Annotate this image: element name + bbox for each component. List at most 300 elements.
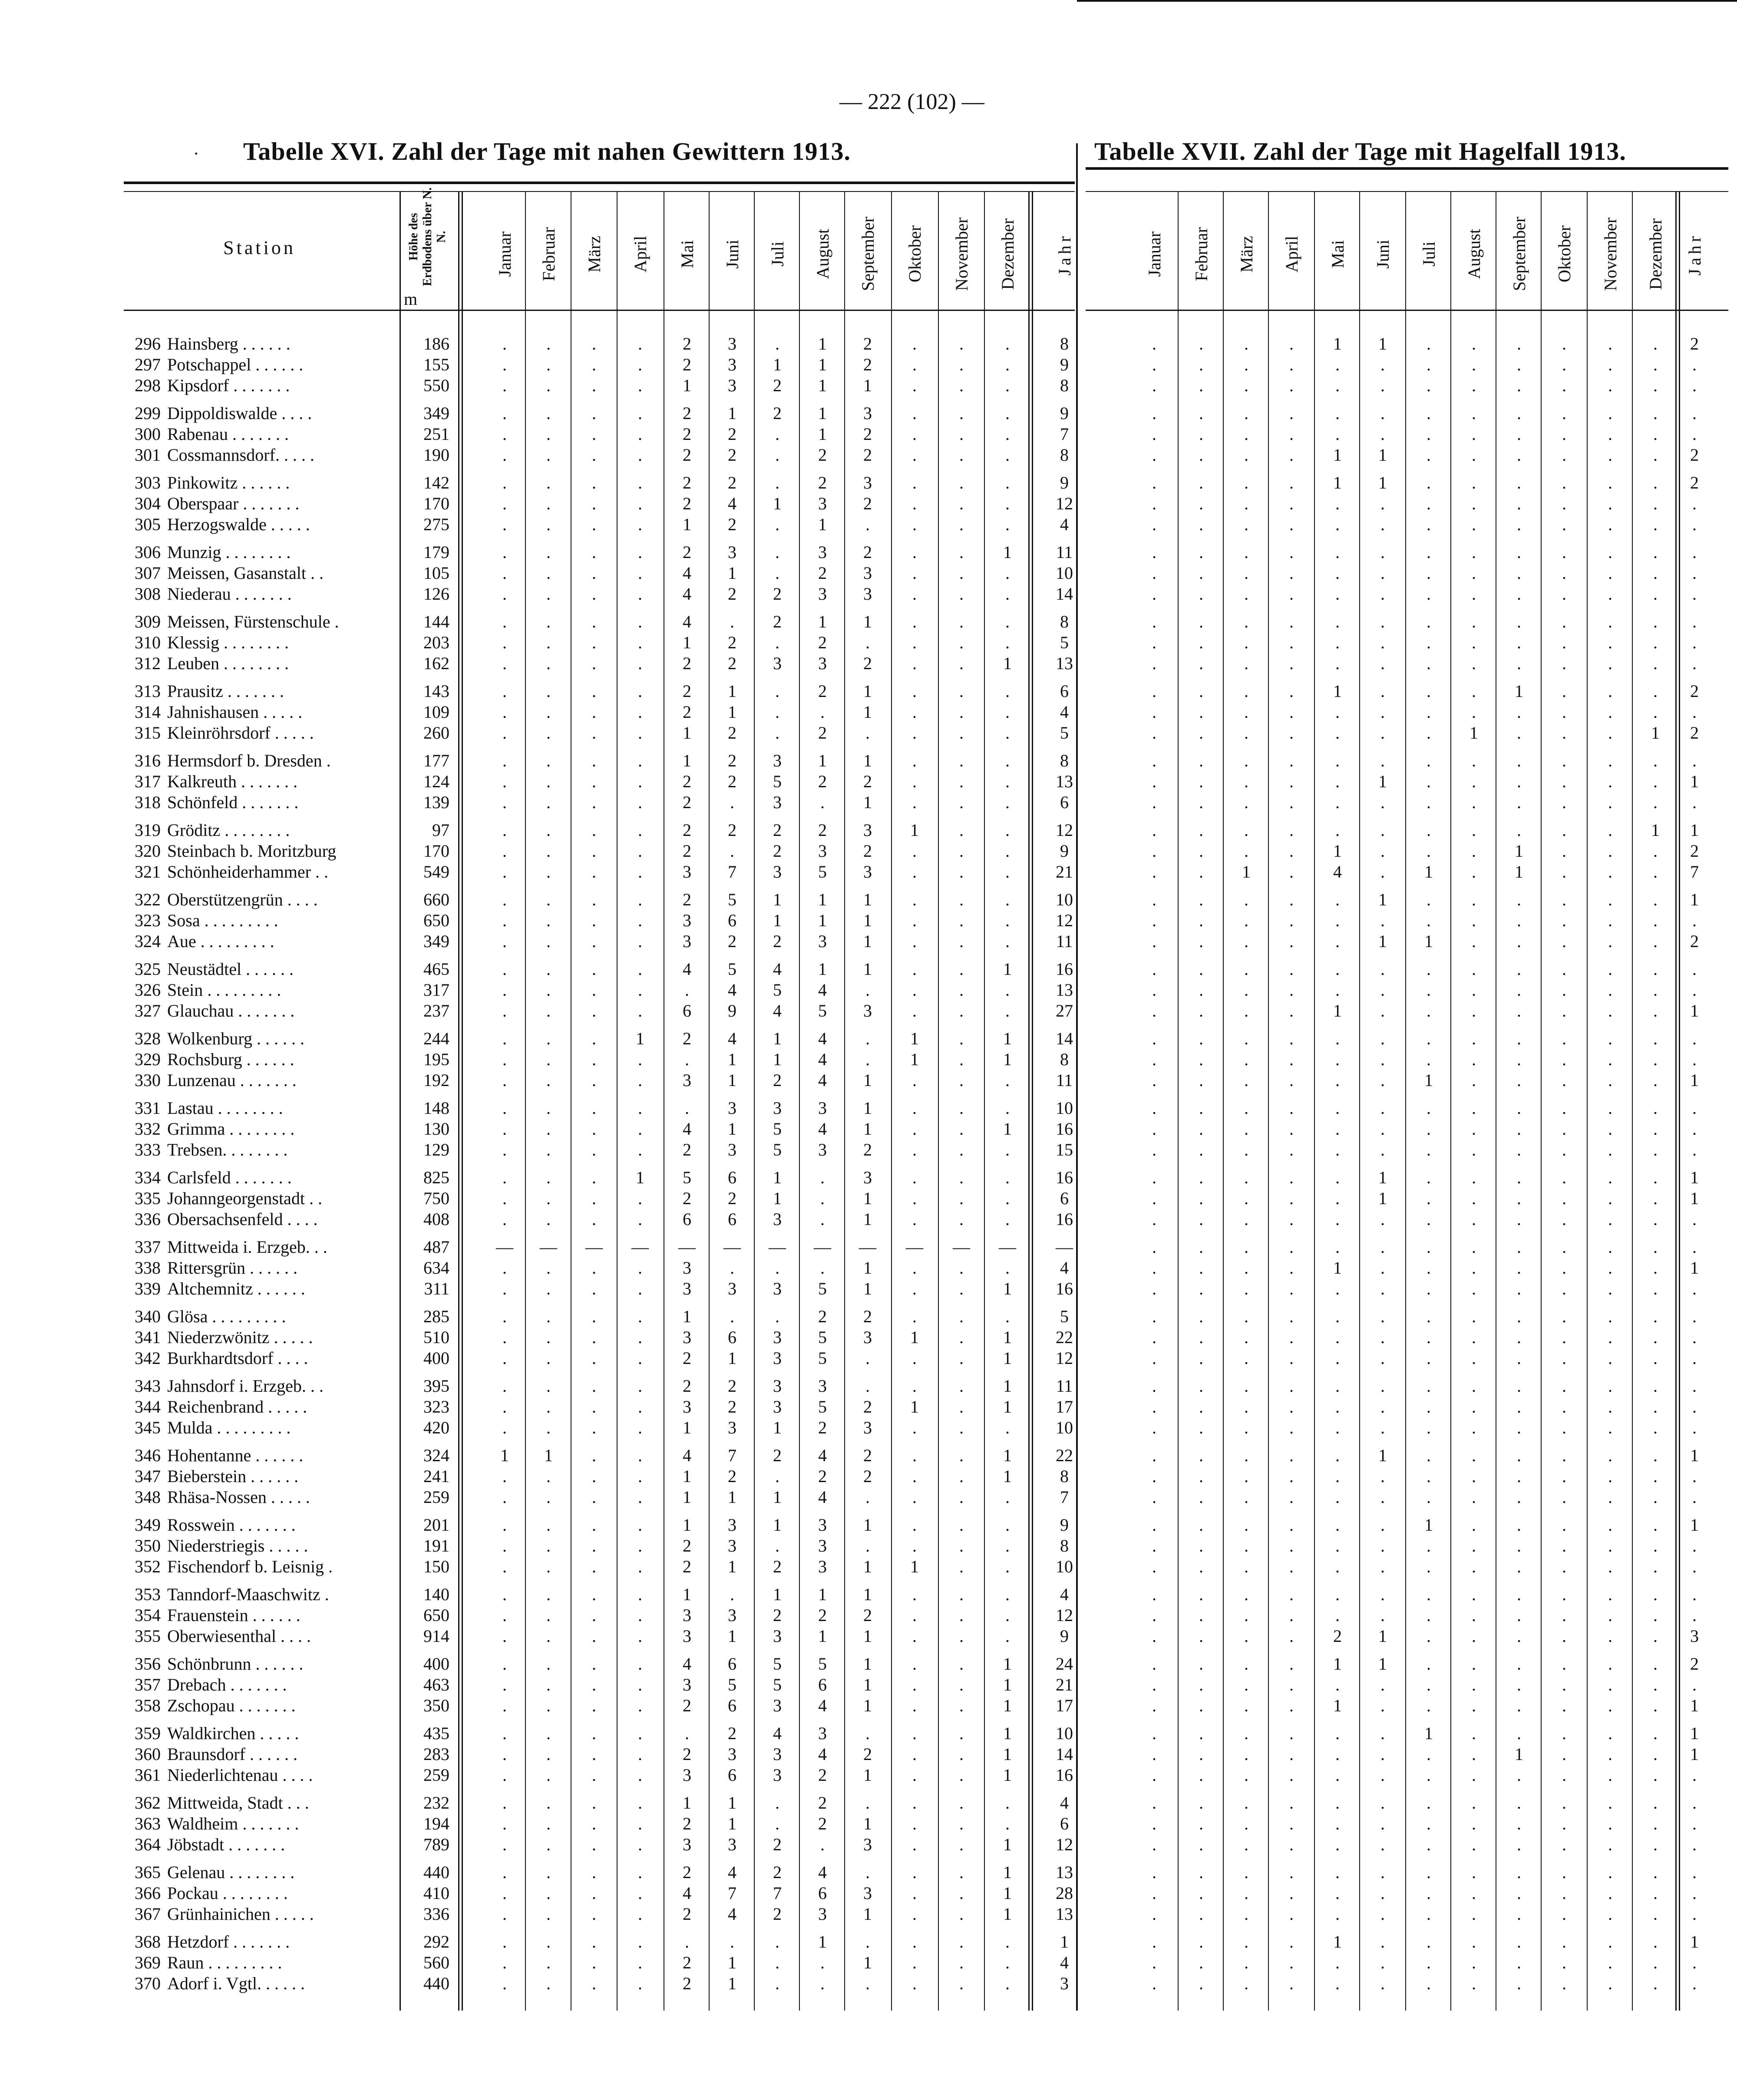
hagel-header-juli: Juli xyxy=(1419,241,1439,267)
hagel-value: . xyxy=(1199,633,1203,652)
gewitter-header-oktober: Oktober xyxy=(905,225,925,283)
gewitter-value: 3 xyxy=(863,820,872,840)
gewitter-value: 1 xyxy=(818,424,827,444)
gewitter-value: . xyxy=(638,1744,642,1764)
hagel-value: . xyxy=(1562,584,1566,604)
gewitter-value: . xyxy=(912,1793,917,1813)
gewitter-value: 1 xyxy=(728,563,736,583)
hagel-value: . xyxy=(1562,1237,1566,1257)
gewitter-value: 1 xyxy=(1003,1765,1012,1785)
hagel-year-total: . xyxy=(1692,1835,1697,1854)
gewitter-value: . xyxy=(638,1974,642,1993)
station-number: 340 xyxy=(135,1307,161,1326)
hagel-value: . xyxy=(1335,1327,1340,1347)
gewitter-value: . xyxy=(1005,702,1010,722)
hagel-value: . xyxy=(1289,1744,1294,1764)
hagel-value: . xyxy=(1608,1029,1612,1048)
hagel-value: . xyxy=(1380,542,1385,562)
hagel-value: . xyxy=(1653,1446,1658,1465)
gewitter-value: 3 xyxy=(863,862,872,882)
hagel-value: . xyxy=(1653,1904,1658,1924)
gewitter-value: . xyxy=(959,1835,964,1854)
hagel-value: . xyxy=(1289,1258,1294,1278)
hagel-year-total: . xyxy=(1692,376,1697,395)
hagel-value: . xyxy=(1653,376,1658,395)
hagel-value: . xyxy=(1380,563,1385,583)
station-number: 337 xyxy=(135,1237,161,1257)
station-number: 369 xyxy=(135,1953,161,1972)
gewitter-value: . xyxy=(546,584,551,604)
gewitter-value: . xyxy=(502,1605,507,1625)
gewitter-value: . xyxy=(546,1258,551,1278)
station-number: 313 xyxy=(135,681,161,701)
hagel-value: . xyxy=(1289,1793,1294,1813)
hagel-year-total: 2 xyxy=(1690,473,1699,492)
gewitter-value: 5 xyxy=(818,1327,827,1347)
table-row xyxy=(0,702,1737,723)
station-number: 304 xyxy=(135,494,161,513)
gewitter-value: . xyxy=(685,1724,689,1743)
table-row xyxy=(0,1070,1737,1091)
gewitter-value: . xyxy=(502,792,507,812)
hagel-value: . xyxy=(1472,473,1476,492)
hagel-year-total: . xyxy=(1692,1953,1697,1972)
hagel-value: . xyxy=(1244,1327,1248,1347)
station-name: Reichenbrand . . . . . xyxy=(167,1397,307,1417)
gewitter-value: 2 xyxy=(683,841,691,861)
hagel-value: . xyxy=(1517,1098,1521,1118)
gewitter-value: . xyxy=(502,633,507,652)
gewitter-value: 5 xyxy=(818,1348,827,1368)
gewitter-value: . xyxy=(912,1307,917,1326)
gewitter-value: 4 xyxy=(818,1446,827,1465)
hagel-value: . xyxy=(1199,1814,1203,1833)
table-row xyxy=(0,1695,1737,1716)
hagel-value: . xyxy=(1244,1675,1248,1694)
table-row xyxy=(0,1028,1737,1049)
hagel-value: . xyxy=(1562,1696,1566,1715)
hagel-value: . xyxy=(1517,563,1521,583)
gewitter-value: 7 xyxy=(728,862,736,882)
gewitter-value: . xyxy=(546,1675,551,1694)
gewitter-value: 2 xyxy=(683,1974,691,1993)
hagel-value: . xyxy=(1244,1001,1248,1020)
hagel-value: . xyxy=(1427,1904,1431,1924)
station-name: Glauchau . . . . . . . xyxy=(167,1001,295,1020)
hagel-value: . xyxy=(1244,1814,1248,1833)
hagel-value: . xyxy=(1427,1029,1431,1048)
hagel-value: . xyxy=(1335,1029,1340,1048)
hagel-value: . xyxy=(1199,1189,1203,1208)
hagel-value: 1 xyxy=(1424,1515,1433,1535)
station-number: 322 xyxy=(135,890,161,909)
hagel-value: . xyxy=(1608,563,1612,583)
gewitter-value: . xyxy=(502,1675,507,1694)
hagel-value: . xyxy=(1562,820,1566,840)
gewitter-year-total: 5 xyxy=(1060,723,1069,743)
gewitter-value: . xyxy=(592,1724,596,1743)
hagel-value: . xyxy=(1289,1605,1294,1625)
hagel-year-total: . xyxy=(1692,403,1697,423)
hagel-value: . xyxy=(1562,376,1566,395)
gewitter-value: . xyxy=(959,980,964,1000)
hagel-year-total: . xyxy=(1692,702,1697,722)
hagel-value: . xyxy=(1472,403,1476,423)
gewitter-value: . xyxy=(546,820,551,840)
gewitter-value: . xyxy=(638,1050,642,1069)
gewitter-value: 2 xyxy=(683,1744,691,1764)
gewitter-value: . xyxy=(502,1140,507,1159)
gewitter-value: . xyxy=(638,1814,642,1833)
gewitter-value: 1 xyxy=(773,355,782,374)
table-row xyxy=(0,1306,1737,1327)
hagel-value: . xyxy=(1244,1029,1248,1048)
gewitter-value: 1 xyxy=(683,1418,691,1437)
hagel-year-total: . xyxy=(1692,1119,1697,1139)
hagel-value: . xyxy=(1472,1168,1476,1187)
hagel-value: . xyxy=(1427,1307,1431,1326)
hagel-value: . xyxy=(1244,654,1248,673)
hagel-value: . xyxy=(1199,584,1203,604)
hagel-value: . xyxy=(1380,751,1385,770)
station-name: Wolkenburg . . . . . . xyxy=(167,1029,305,1048)
hagel-value: . xyxy=(1472,612,1476,631)
gewitter-value: 4 xyxy=(818,1862,827,1882)
gewitter-value: . xyxy=(912,1001,917,1020)
hagel-value: . xyxy=(1289,792,1294,812)
gewitter-value: 1 xyxy=(910,1397,919,1417)
station-number: 333 xyxy=(135,1140,161,1159)
gewitter-value: 5 xyxy=(818,1001,827,1020)
gewitter-value: . xyxy=(865,1932,870,1951)
gewitter-value: . xyxy=(1005,1098,1010,1118)
gewitter-value: 1 xyxy=(1003,1446,1012,1465)
hagel-value: . xyxy=(1653,911,1658,930)
gewitter-value: . xyxy=(959,1209,964,1229)
gewitter-value: 1 xyxy=(728,1348,736,1368)
gewitter-value: 1 xyxy=(863,792,872,812)
table-row xyxy=(0,820,1737,841)
gewitter-value: 4 xyxy=(683,1883,691,1903)
hagel-value: . xyxy=(1335,1744,1340,1764)
gewitter-value: 1 xyxy=(818,515,827,534)
gewitter-value: . xyxy=(685,980,689,1000)
hagel-value: . xyxy=(1562,1098,1566,1118)
hagel-value: . xyxy=(1472,1585,1476,1604)
gewitter-value: 1 xyxy=(773,1029,782,1048)
gewitter-value: 2 xyxy=(728,931,736,951)
gewitter-value: . xyxy=(638,1932,642,1951)
hagel-value: . xyxy=(1152,1279,1156,1298)
hagel-value: . xyxy=(1335,1765,1340,1785)
gewitter-value: . xyxy=(1005,355,1010,374)
hagel-year-total: 1 xyxy=(1690,1168,1699,1187)
hagel-value: . xyxy=(1152,931,1156,951)
hagel-value: . xyxy=(1380,1376,1385,1396)
hagel-value: . xyxy=(1289,1168,1294,1187)
gewitter-value: 2 xyxy=(773,1446,782,1465)
gewitter-value: 1 xyxy=(818,1626,827,1646)
gewitter-value: . xyxy=(638,1515,642,1535)
hagel-value: . xyxy=(1152,1258,1156,1278)
gewitter-value: . xyxy=(1005,1168,1010,1187)
gewitter-value: . xyxy=(546,931,551,951)
gewitter-value: . xyxy=(502,584,507,604)
hagel-value: . xyxy=(1517,1487,1521,1507)
gewitter-value: 1 xyxy=(773,1168,782,1187)
table-row xyxy=(0,1834,1737,1855)
gewitter-value: . xyxy=(820,1974,825,1993)
gewitter-value: 6 xyxy=(818,1883,827,1903)
hagel-value: . xyxy=(1562,1029,1566,1048)
station-name: Kalkreuth . . . . . . . xyxy=(167,772,297,791)
hagel-year-total: . xyxy=(1692,1307,1697,1326)
gewitter-value: 1 xyxy=(1003,1119,1012,1139)
gewitter-value: . xyxy=(502,1418,507,1437)
hagel-value: . xyxy=(1608,1189,1612,1208)
table-row xyxy=(0,1973,1737,1994)
table-row xyxy=(0,1515,1737,1535)
station-name: Schönfeld . . . . . . . xyxy=(167,792,299,812)
station-name: Aue . . . . . . . . . xyxy=(167,931,274,951)
hagel-value: . xyxy=(1289,584,1294,604)
gewitter-value: . xyxy=(912,1140,917,1159)
gewitter-value: 2 xyxy=(818,563,827,583)
hagel-value: . xyxy=(1472,1258,1476,1278)
gewitter-value: 1 xyxy=(1003,1050,1012,1069)
gewitter-value: . xyxy=(502,1307,507,1326)
hagel-value: . xyxy=(1199,376,1203,395)
gewitter-value: 2 xyxy=(863,424,872,444)
gewitter-value: . xyxy=(502,1487,507,1507)
gewitter-value: 3 xyxy=(818,542,827,562)
gewitter-value: . xyxy=(502,1814,507,1833)
table-row xyxy=(0,910,1737,931)
table-row xyxy=(0,375,1737,396)
hagel-value: . xyxy=(1427,792,1431,812)
hagel-value: . xyxy=(1653,1050,1658,1069)
hagel-value: . xyxy=(1517,355,1521,374)
hagel-value: . xyxy=(1380,654,1385,673)
gewitter-year-total: 6 xyxy=(1060,681,1069,701)
gewitter-value: . xyxy=(638,1098,642,1118)
gewitter-value: . xyxy=(546,1397,551,1417)
hagel-value: . xyxy=(1472,1029,1476,1048)
gewitter-year-total: 10 xyxy=(1056,1098,1073,1118)
gewitter-value: 1 xyxy=(863,1098,872,1118)
hagel-value: 1 xyxy=(1378,1189,1387,1208)
gewitter-value: . xyxy=(546,334,551,353)
hagel-value: . xyxy=(1562,1862,1566,1882)
hagel-year-total: . xyxy=(1692,911,1697,930)
hagel-value: . xyxy=(1244,1050,1248,1069)
hagel-value: . xyxy=(1472,1050,1476,1069)
hagel-value: . xyxy=(1472,980,1476,1000)
gewitter-value: . xyxy=(638,841,642,861)
hagel-value: . xyxy=(1289,1974,1294,1993)
hagel-value: . xyxy=(1152,1029,1156,1048)
gewitter-value: 2 xyxy=(728,723,736,743)
hagel-value: . xyxy=(1289,1348,1294,1368)
table-row xyxy=(0,1723,1737,1744)
gewitter-value: . xyxy=(1005,911,1010,930)
gewitter-value: . xyxy=(1005,1814,1010,1833)
gewitter-value: . xyxy=(730,1258,734,1278)
hagel-value: . xyxy=(1380,841,1385,861)
hagel-value: . xyxy=(1152,1953,1156,1972)
hagel-value: . xyxy=(1472,355,1476,374)
gewitter-value: . xyxy=(912,1098,917,1118)
gewitter-value: . xyxy=(546,841,551,861)
gewitter-header-juli: Juli xyxy=(767,241,787,267)
gewitter-value: . xyxy=(775,681,779,701)
hagel-value: . xyxy=(1608,1397,1612,1417)
hagel-value: . xyxy=(1517,654,1521,673)
gewitter-value: 4 xyxy=(818,1050,827,1069)
gewitter-value: . xyxy=(865,723,870,743)
gewitter-value: . xyxy=(912,1696,917,1715)
station-name: Hainsberg . . . . . . xyxy=(167,334,291,353)
gewitter-value: 1 xyxy=(1003,1696,1012,1715)
gewitter-value: . xyxy=(912,931,917,951)
hagel-value: . xyxy=(1472,1515,1476,1535)
gewitter-year-total: 11 xyxy=(1056,1070,1073,1090)
gewitter-value: . xyxy=(546,1557,551,1576)
gewitter-value: 3 xyxy=(863,473,872,492)
gewitter-value: . xyxy=(546,792,551,812)
station-altitude: 440 xyxy=(423,1974,449,1993)
gewitter-value: . xyxy=(592,1765,596,1785)
hagel-value: . xyxy=(1562,681,1566,701)
gewitter-value: . xyxy=(959,772,964,791)
hagel-value: . xyxy=(1608,1675,1612,1694)
gewitter-value: 3 xyxy=(683,862,691,882)
gewitter-value: . xyxy=(592,1862,596,1882)
hagel-value: . xyxy=(1380,702,1385,722)
gewitter-value: . xyxy=(546,1654,551,1674)
gewitter-value: . xyxy=(592,1626,596,1646)
hagel-year-total: 1 xyxy=(1690,1932,1699,1951)
hagel-value: . xyxy=(1244,633,1248,652)
hagel-year-total: . xyxy=(1692,1397,1697,1417)
gewitter-value: . xyxy=(1005,820,1010,840)
gewitter-value: . xyxy=(959,1376,964,1396)
gewitter-value: 3 xyxy=(728,1605,736,1625)
station-altitude: 825 xyxy=(423,1168,449,1187)
hagel-value: . xyxy=(1289,1397,1294,1417)
gewitter-value: . xyxy=(865,1348,870,1368)
gewitter-value: . xyxy=(638,473,642,492)
hagel-value: . xyxy=(1244,1883,1248,1903)
hagel-value: . xyxy=(1562,1626,1566,1646)
gewitter-value: 4 xyxy=(773,1724,782,1743)
hagel-value: . xyxy=(1335,1557,1340,1576)
gewitter-value: . xyxy=(502,1765,507,1785)
gewitter-value: . xyxy=(592,1140,596,1159)
gewitter-header-august: August xyxy=(812,229,832,279)
gewitter-value: . xyxy=(959,1098,964,1118)
gewitter-value: . xyxy=(1005,1209,1010,1229)
gewitter-value: 2 xyxy=(683,890,691,909)
gewitter-value: . xyxy=(502,1585,507,1604)
hagel-value: . xyxy=(1472,633,1476,652)
hagel-value: . xyxy=(1608,1883,1612,1903)
station-altitude: 311 xyxy=(424,1279,449,1298)
hagel-value: . xyxy=(1152,654,1156,673)
gewitter-value: . xyxy=(959,355,964,374)
hagel-value: . xyxy=(1427,445,1431,465)
gewitter-value: 3 xyxy=(773,1376,782,1396)
hagel-value: . xyxy=(1608,890,1612,909)
gewitter-value: . xyxy=(638,1557,642,1576)
gewitter-value: . xyxy=(912,1466,917,1486)
hagel-value: . xyxy=(1608,1209,1612,1229)
gewitter-year-total: 1 xyxy=(1060,1932,1069,1951)
hagel-value: . xyxy=(1244,1168,1248,1187)
hagel-value: . xyxy=(1335,1605,1340,1625)
gewitter-value: 2 xyxy=(728,1376,736,1396)
hagel-value: . xyxy=(1653,1279,1658,1298)
hagel-value: . xyxy=(1472,1307,1476,1326)
table-17-title: Tabelle XVII. Zahl der Tage mit Hagelfall 1913. xyxy=(1094,137,1626,165)
hagel-value: . xyxy=(1152,633,1156,652)
gewitter-year-total: 16 xyxy=(1056,1279,1073,1298)
hagel-value: . xyxy=(1608,1814,1612,1833)
hagel-value: . xyxy=(1517,1237,1521,1257)
gewitter-value: . xyxy=(592,911,596,930)
gewitter-value: . xyxy=(865,1029,870,1048)
hagel-value: . xyxy=(1380,1953,1385,1972)
station-altitude: 143 xyxy=(423,681,449,701)
station-name: Meissen, Fürstenschule . xyxy=(167,612,339,631)
hagel-value: . xyxy=(1427,1932,1431,1951)
hagel-value: . xyxy=(1289,1724,1294,1743)
gewitter-value: 1 xyxy=(863,1209,872,1229)
gewitter-value: . xyxy=(959,1327,964,1347)
hagel-value: . xyxy=(1517,1168,1521,1187)
gewitter-value: 1 xyxy=(863,1626,872,1646)
gewitter-value: . xyxy=(1005,1189,1010,1208)
gewitter-value: 3 xyxy=(773,1348,782,1368)
gewitter-value: . xyxy=(638,1466,642,1486)
hagel-value: . xyxy=(1427,723,1431,743)
gewitter-value: . xyxy=(502,1466,507,1486)
gewitter-value: . xyxy=(638,1585,642,1604)
gewitter-value: . xyxy=(638,515,642,534)
gewitter-value: 1 xyxy=(683,376,691,395)
gewitter-value: 2 xyxy=(728,584,736,604)
gewitter-value: 1 xyxy=(773,1585,782,1604)
gewitter-value: 2 xyxy=(863,841,872,861)
hagel-value: 1 xyxy=(1378,1168,1387,1187)
hagel-value: . xyxy=(1289,723,1294,743)
table-row xyxy=(0,980,1737,1000)
gewitter-value: 3 xyxy=(773,1696,782,1715)
hagel-value: . xyxy=(1335,890,1340,909)
gewitter-year-total: 12 xyxy=(1056,494,1073,513)
station-number: 363 xyxy=(135,1814,161,1833)
hagel-header-oktober: Oktober xyxy=(1554,225,1574,283)
hagel-value: . xyxy=(1472,772,1476,791)
hagel-value: . xyxy=(1199,1585,1203,1604)
hagel-value: . xyxy=(1335,1376,1340,1396)
hagel-value: 1 xyxy=(1378,1446,1387,1465)
hagel-value: . xyxy=(1427,1765,1431,1785)
station-number: 338 xyxy=(135,1258,161,1278)
hagel-year-total: 2 xyxy=(1690,723,1699,743)
gewitter-value: 2 xyxy=(863,445,872,465)
gewitter-value: . xyxy=(820,1168,825,1187)
